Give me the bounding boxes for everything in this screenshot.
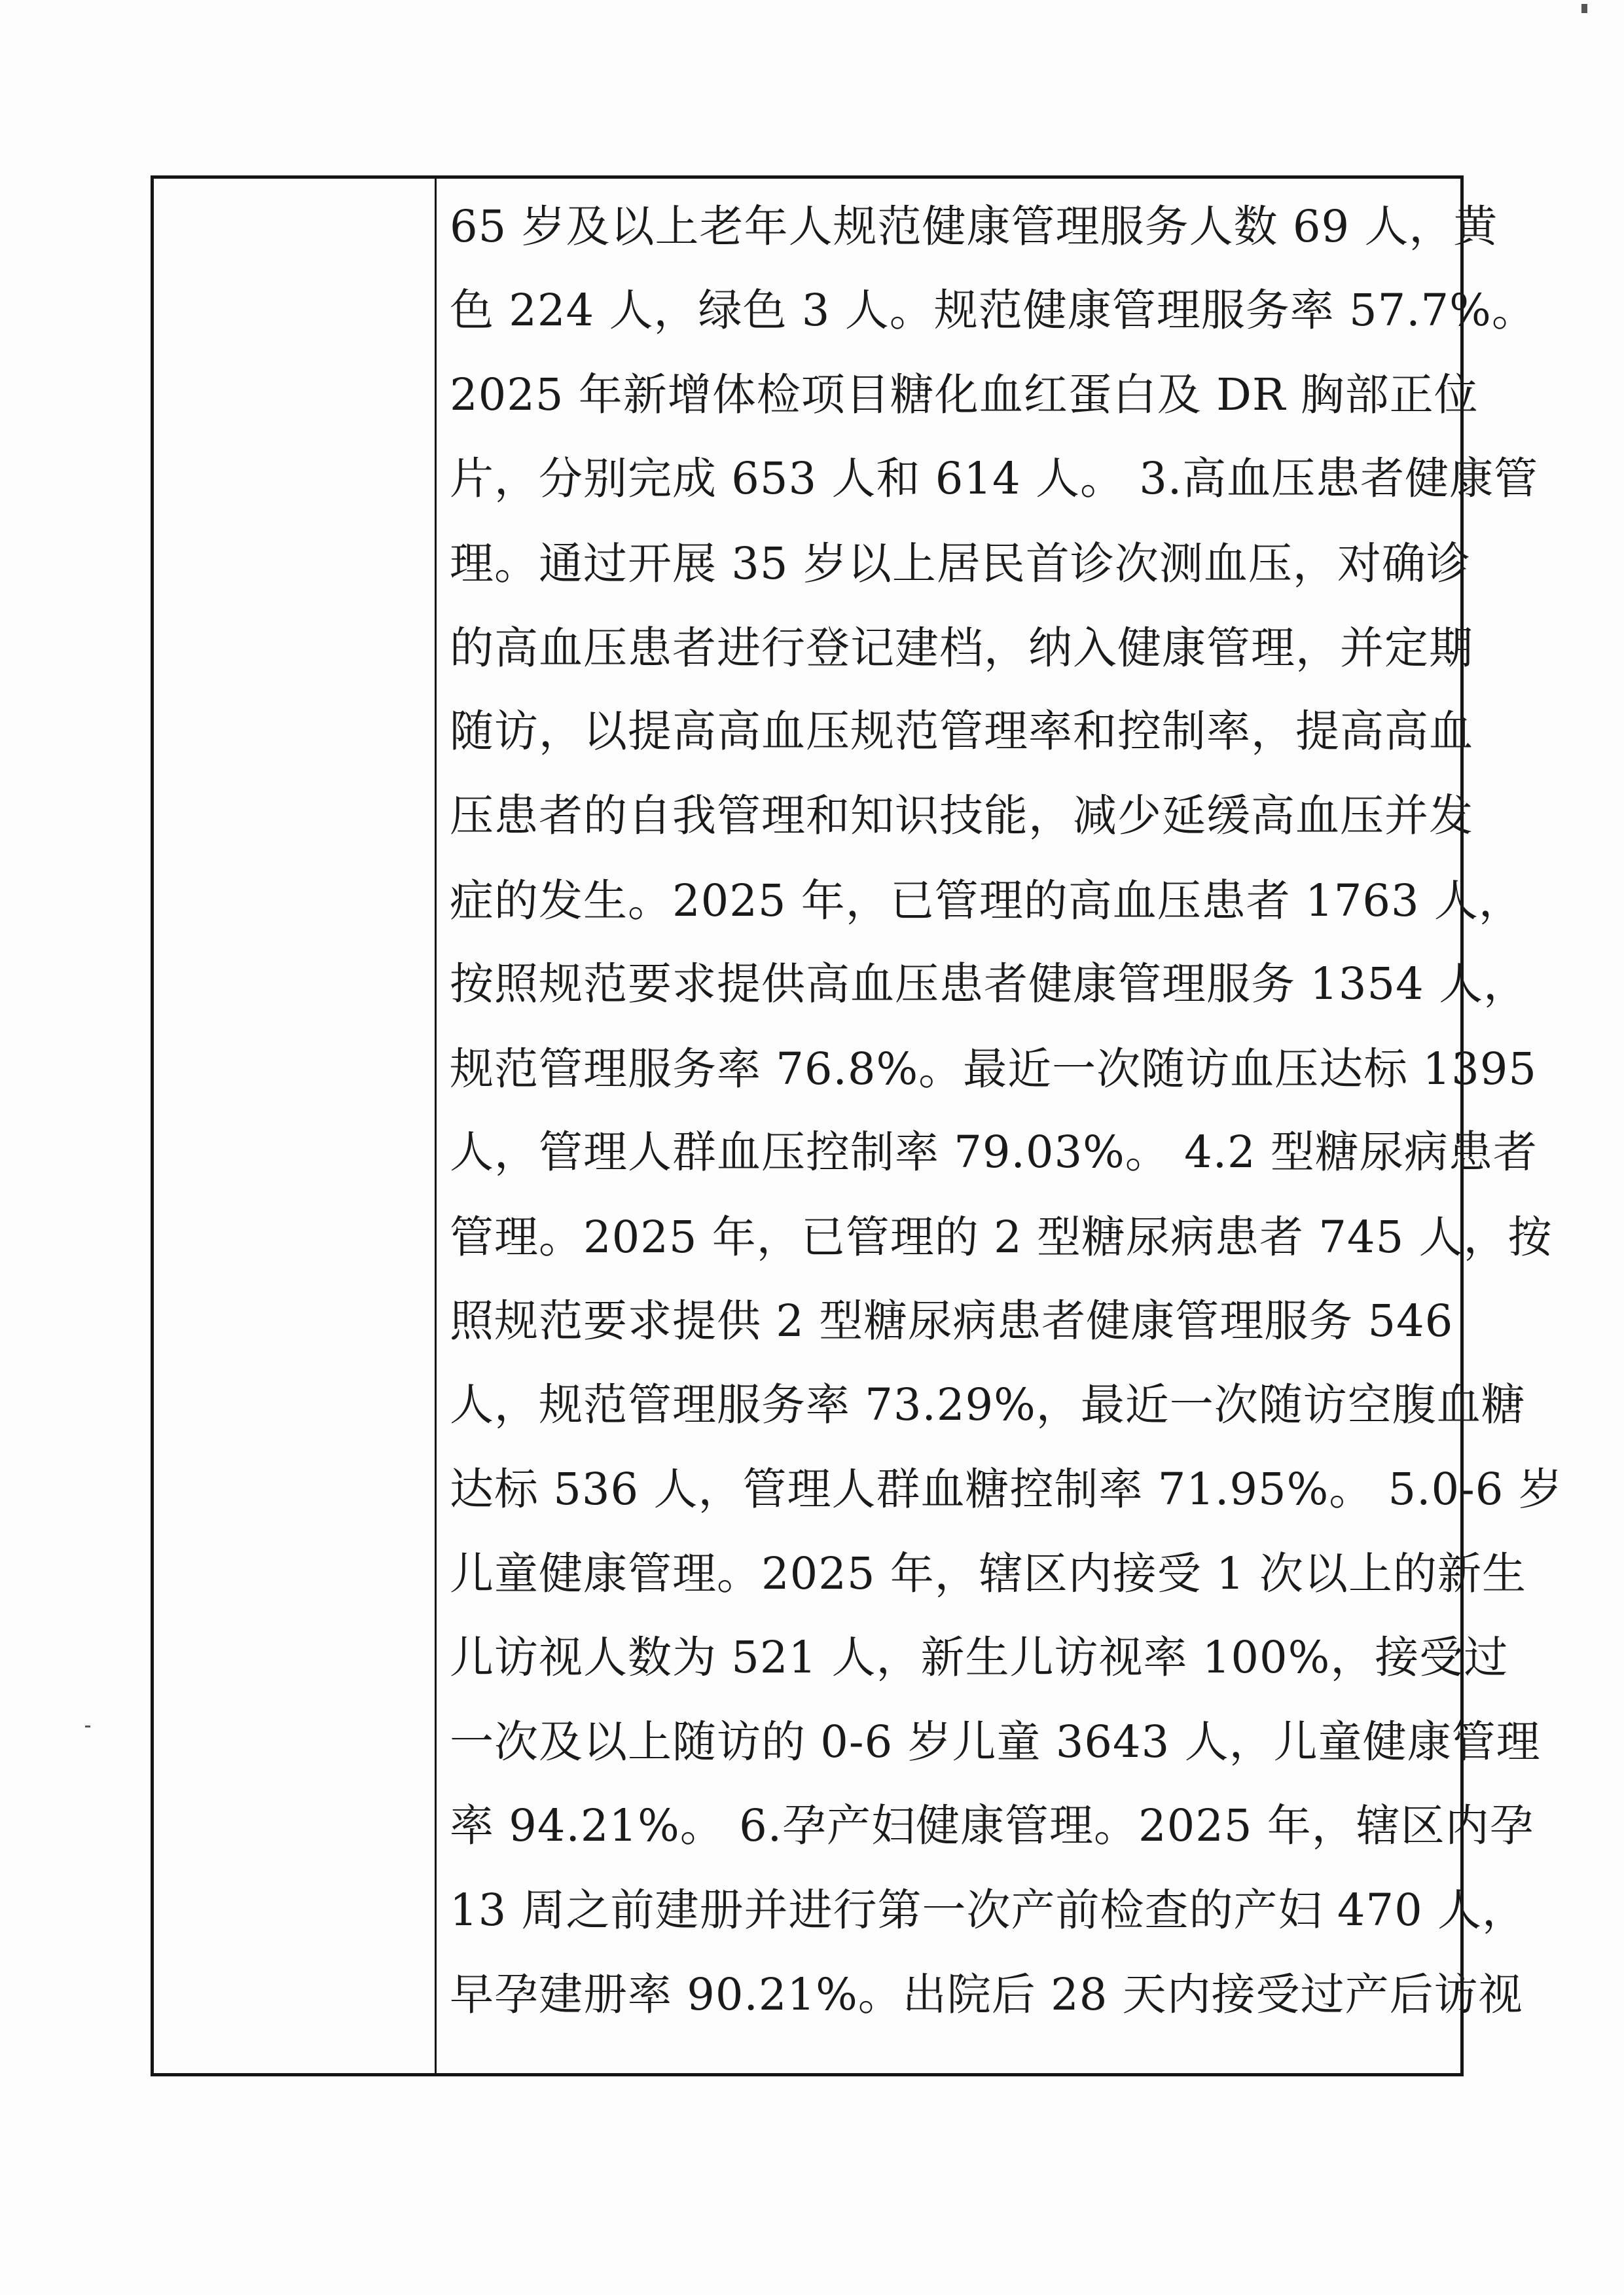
text-line: 儿访视人数为 521 人，新生儿访视率 100%，接受过 [450,1632,1509,1683]
table-label-cell [154,179,437,2073]
text-line: 率 94.21%。 6.孕产妇健康管理。2025 年，辖区内孕 [450,1800,1534,1851]
text-line: 理。通过开展 35 岁以上居民首诊次测血压，对确诊 [450,538,1471,589]
scan-speck-top-right [1581,4,1587,13]
text-line: 达标 536 人，管理人群血糖控制率 71.95%。 5.0-6 岁 [450,1464,1563,1515]
text-line: 2025 年新增体检项目糖化血红蛋白及 DR 胸部正位 [450,369,1479,420]
scan-speck-left [85,1726,90,1727]
text-line: 照规范要求提供 2 型糖尿病患者健康管理服务 546 [450,1295,1454,1346]
text-line: 的高血压患者进行登记建档，纳入健康管理，并定期 [450,623,1473,674]
text-line: 一次及以上随访的 0-6 岁儿童 3643 人，儿童健康管理 [450,1716,1541,1767]
text-line: 65 岁及以上老年人规范健康管理服务人数 69 人，黄 [450,201,1498,252]
text-line: 儿童健康管理。2025 年，辖区内接受 1 次以上的新生 [450,1548,1527,1599]
text-line: 人，规范管理服务率 73.29%，最近一次随访空腹血糖 [450,1379,1526,1430]
text-line: 压患者的自我管理和知识技能，减少延缓高血压并发 [450,790,1473,841]
text-line: 人，管理人群血压控制率 79.03%。 4.2 型糖尿病患者 [450,1127,1538,1178]
text-line: 管理。2025 年，已管理的 2 型糖尿病患者 745 人，按 [450,1212,1553,1263]
table-content-cell [437,179,1563,2073]
text-line: 早孕建册率 90.21%。出院后 28 天内接受过产后访视 [450,1969,1523,2020]
text-line: 规范管理服务率 76.8%。最近一次随访血压达标 1395 [450,1043,1537,1094]
text-line: 随访，以提高高血压规范管理率和控制率，提高高血 [450,706,1473,757]
text-line: 13 周之前建册并进行第一次产前检查的产妇 470 人， [450,1885,1527,1936]
text-line: 片，分别完成 653 人和 614 人。 3.高血压患者健康管 [450,453,1539,504]
text-line: 症的发生。2025 年，已管理的高血压患者 1763 人， [450,875,1523,926]
text-line: 色 224 人，绿色 3 人。规范健康管理服务率 57.7%。 [450,285,1536,336]
text-line: 按照规范要求提供高血压患者健康管理服务 1354 人， [450,958,1528,1009]
form-table [151,175,1563,2076]
